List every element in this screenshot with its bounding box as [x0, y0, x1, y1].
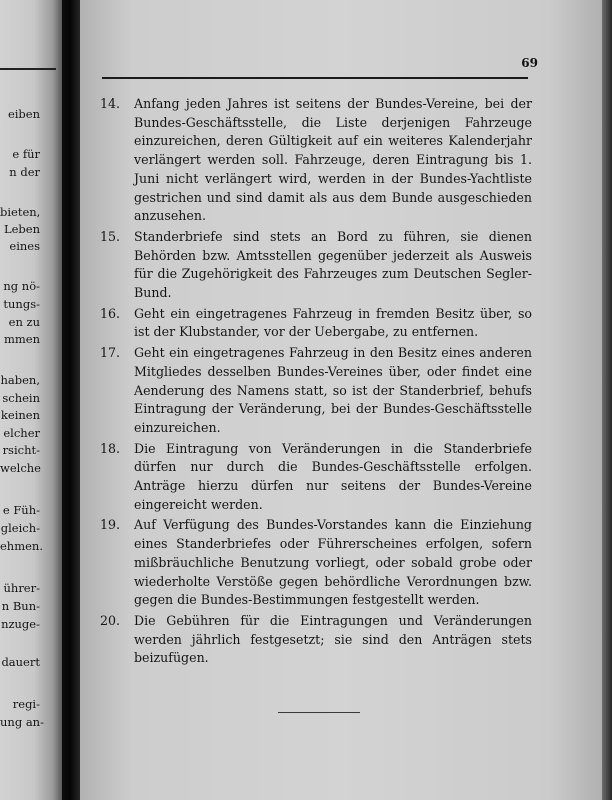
clause-text: Auf Verfügung des Bundes-Vorstandes kann die Einziehung eines Standerbriefes oder Führerscheines erfolgen, sofern mißbräuchliche Benutzung vorliegt, oder sobald grobe oder wiederholte Verstöße gegen behördliche Verordnungen bzw. gegen die Bundes-Bestimmungen festgestellt werden. — [134, 517, 532, 608]
page-number: 69 — [521, 56, 538, 70]
left-page-fragment: n der — [9, 165, 40, 179]
clause-number: 16. — [100, 305, 121, 321]
book-spine-gutter — [62, 0, 80, 800]
left-page-fragment: dauert — [1, 655, 40, 669]
left-page-fragment: rsicht- — [2, 443, 40, 457]
left-page-fragment: ührer- — [3, 581, 40, 595]
left-page-fragment: Leben — [3, 222, 40, 236]
left-page-fragment: ehmen. — [0, 539, 43, 553]
left-page-fragment: e für — [12, 147, 40, 161]
section-end-rule — [278, 712, 360, 714]
clause-number: 17. — [100, 345, 121, 361]
left-page-fragment: ng nö- — [3, 279, 40, 293]
clause-number: 14. — [100, 96, 121, 111]
clause-15 — [100, 228, 532, 303]
header-rule — [102, 77, 528, 79]
left-page-fragment: keinen — [0, 408, 40, 422]
left-page-edge — [0, 0, 62, 800]
left-page-fragment: welche — [0, 461, 41, 475]
clause-number: 15. — [100, 228, 121, 244]
left-page-fragment: schein — [2, 391, 40, 405]
left-page-fragment: en zu — [8, 315, 40, 329]
clause-number: 18. — [100, 440, 121, 456]
left-page-header-rule — [0, 68, 56, 70]
clause-19 — [100, 516, 532, 610]
clause-number: 20. — [100, 612, 121, 628]
clause-20 — [100, 612, 532, 668]
right-page-edge — [602, 0, 612, 800]
left-page-fragment: e Füh- — [2, 503, 40, 517]
left-page-fragment: eiben — [7, 107, 40, 121]
clause-text: Die Eintragung von Veränderungen in die Standerbriefe dürfen nur durch die Bundes-Geschäftsstelle erfolgen. Anträge hierzu dürfen nur seitens der Bundes-Vereine eingereicht werden. — [134, 440, 532, 512]
clause-17 — [100, 344, 532, 438]
left-page-fragment: regi- — [12, 697, 40, 711]
left-page-fragment: mmen — [3, 332, 40, 346]
left-page-fragment: eines — [9, 239, 40, 253]
clause-18 — [100, 440, 532, 515]
left-page-fragment: ung an- — [0, 715, 44, 729]
clause-14 — [100, 95, 532, 226]
clause-list — [100, 95, 532, 670]
clause-number: 19. — [100, 517, 121, 533]
clause-text: Geht ein eingetragenes Fahrzeug in fremden Besitz über, so ist der Klubstander, vor der Uebergabe, zu entfernen. — [134, 305, 532, 340]
clause-text: Die Gebühren für die Eintragungen und Veränderungen werden jährlich festgesetzt; sie sind den Anträgen stets beizufügen. — [134, 612, 532, 666]
clause-text: Anfang jeden Jahres ist seitens der Bundes-Vereine, bei der Bundes-Geschäftsstelle, die Liste derjenigen Fahrzeuge einzureichen, deren Gültigkeit auf ein weiteres Kalenderjahr verlängert werden soll. Fahrzeuge, deren Eintragung bis 1. Juni nicht verlängert wird, werden in der Bundes-Yachtliste gestrichen und sind damit als aus dem Bunde ausgeschieden anzusehen. — [134, 96, 532, 224]
clause-text: Standerbriefe sind stets an Bord zu führen, sie dienen Behörden bzw. Amtsstellen gegenüber jederzeit als Ausweis für die Zugehörigkeit des Fahrzeuges zum Deutschen Segler-Bund. — [134, 228, 532, 301]
left-page-fragment: tungs- — [3, 297, 40, 311]
left-page-fragment: gleich- — [0, 521, 40, 535]
left-page-fragment: haben, — [0, 373, 40, 387]
left-page-fragment: n Bun- — [1, 599, 40, 613]
left-page-fragment: elcher — [3, 426, 40, 440]
clause-text: Geht ein eingetragenes Fahrzeug in den Besitz eines anderen Mitgliedes desselben Bundes-Vereines über, oder findet eine Aenderung des Namens statt, so ist der Standerbrief, behufs Eintragung der Veränderung, bei der Bundes-Geschäftsstelle einzureichen. — [134, 345, 532, 435]
clause-16 — [100, 305, 532, 342]
left-page-fragment: bieten, — [0, 205, 41, 219]
left-page-fragment: nzuge- — [1, 617, 40, 631]
